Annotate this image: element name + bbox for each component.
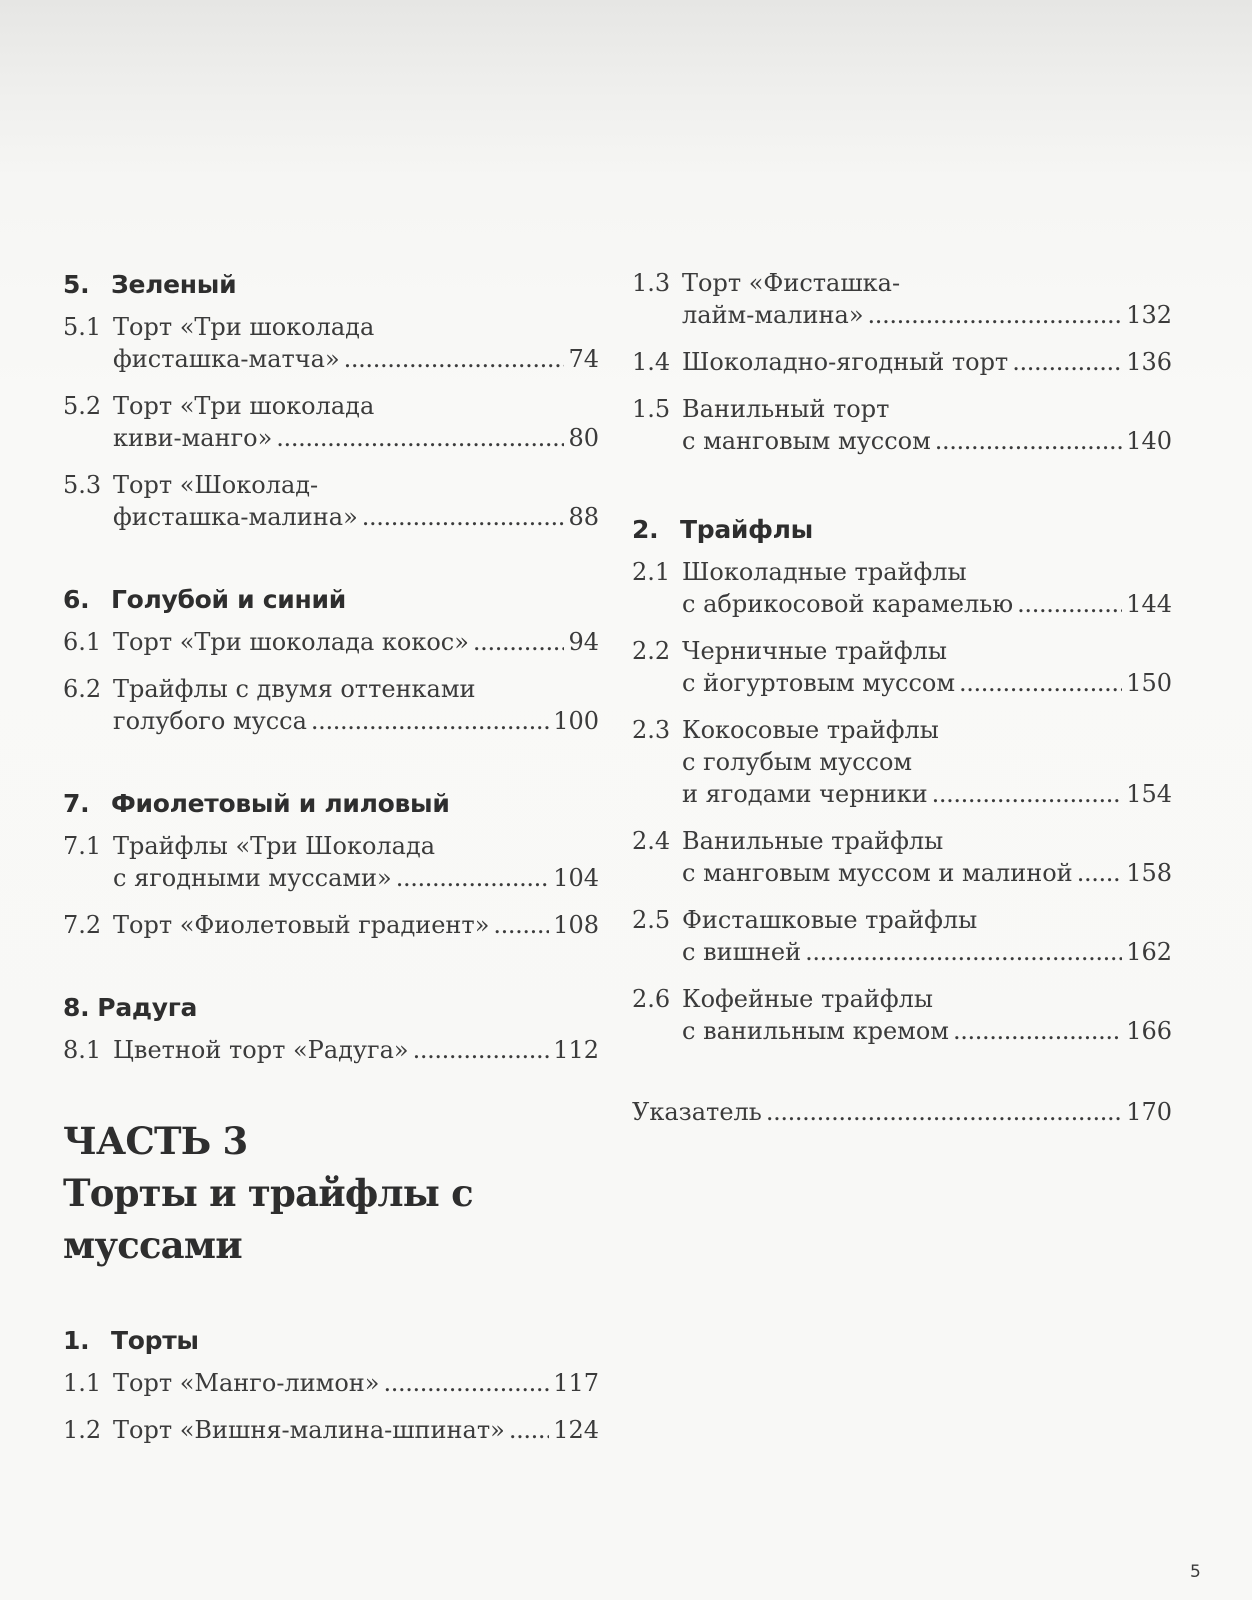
toc-entry[interactable]: [632, 983, 1172, 1047]
entry-text: [113, 626, 599, 658]
entry-text: [682, 635, 1172, 699]
entry-line: Ванильные трайфлы: [682, 827, 944, 855]
section-heading[interactable]: [63, 1323, 599, 1359]
entry-text: [682, 904, 1172, 968]
section-number: 6.: [63, 585, 90, 614]
entry-title-end: с вишней: [682, 938, 802, 966]
entry-page: 88: [568, 503, 599, 531]
entry-line: Шоколадные трайфлы: [682, 558, 967, 586]
section-heading[interactable]: [63, 990, 599, 1026]
part-sections: [63, 1323, 599, 1446]
entry-number: 1.2: [63, 1416, 102, 1444]
entry-title-end: и ягодами черники: [682, 780, 928, 808]
section-number: 7.: [63, 789, 90, 818]
entry-title-end: с ягодными муссами»: [113, 864, 392, 892]
entry-page: 162: [1126, 938, 1172, 966]
entry-last-line: [113, 862, 599, 894]
entry-line: Черничные трайфлы: [682, 637, 947, 665]
entry-last-line: [113, 343, 599, 375]
entry-number: 8.1: [63, 1036, 102, 1064]
page-number: 5: [1190, 1562, 1201, 1582]
entry-last-line: [113, 1034, 599, 1066]
entry-title-end: с йогуртовым муссом: [682, 669, 955, 697]
entry-number: 1.1: [63, 1369, 102, 1397]
dot-leader: [805, 936, 1122, 968]
entry-title-end: Торт «Фиолетовый градиент»: [113, 911, 490, 939]
entry-last-line: [682, 425, 1172, 457]
entry-title-end: Шоколадно-ягодный торт: [682, 348, 1009, 376]
entry-text: [113, 1414, 599, 1446]
entry-page: 112: [553, 1036, 599, 1064]
entry-page: 140: [1126, 427, 1172, 455]
entry-number: 1.3: [632, 269, 671, 297]
toc-right-column: [632, 267, 1172, 1128]
part-subtitle: Торты и трайфлы с муссами: [63, 1171, 473, 1267]
entry-number: 7.2: [63, 911, 102, 939]
entry-last-line: [113, 1367, 599, 1399]
section-heading[interactable]: [63, 786, 599, 822]
entry-title-end: голубого мусса: [113, 707, 307, 735]
entry-title-end: фисташка-матча»: [113, 345, 340, 373]
entry-text: [113, 311, 599, 375]
entry-last-line: [682, 299, 1172, 331]
continued-cakes-section: [632, 267, 1172, 457]
entry-number: 6.2: [63, 675, 102, 703]
entry-number: 1.5: [632, 395, 671, 423]
toc-left-column: [63, 267, 599, 1495]
dot-leader: [396, 862, 549, 894]
dot-leader: [344, 343, 565, 375]
entry-last-line: [113, 1414, 599, 1446]
dot-leader: [473, 626, 565, 658]
entry-last-line: [682, 667, 1172, 699]
entry-page: 136: [1126, 348, 1172, 376]
entry-last-line: [682, 588, 1172, 620]
dot-leader: [383, 1367, 549, 1399]
entry-text: [113, 1034, 599, 1066]
entry-number: 5.3: [63, 471, 102, 499]
dot-leader: [311, 705, 549, 737]
entry-text: [682, 714, 1172, 810]
entry-text: [113, 1367, 599, 1399]
toc-section: [63, 786, 599, 941]
section-heading[interactable]: [63, 267, 599, 303]
toc-section: [63, 1323, 599, 1446]
dot-leader: [413, 1034, 550, 1066]
entry-page: 132: [1126, 301, 1172, 329]
entry-line: Фисташковые трайфлы: [682, 906, 978, 934]
section-title: Торты: [111, 1326, 199, 1355]
entry-page: 94: [568, 628, 599, 656]
toc-entry[interactable]: [632, 635, 1172, 699]
entry-page: 104: [553, 864, 599, 892]
entry-title-end: с ванильным кремом: [682, 1017, 949, 1045]
entry-line: с голубым муссом: [682, 748, 913, 776]
entry-text: [113, 469, 599, 533]
dot-leader: [276, 422, 564, 454]
entry-number: 2.2: [632, 637, 671, 665]
dot-leader: [766, 1096, 1122, 1128]
entry-line: Ванильный торт: [682, 395, 890, 423]
entry-title-end: с абрикосовой карамелью: [682, 590, 1014, 618]
dot-leader: [1017, 588, 1122, 620]
toc-entry[interactable]: [63, 673, 599, 737]
index-label: Указатель: [632, 1098, 762, 1126]
entry-text: [113, 390, 599, 454]
entry-title-end: Цветной торт «Радуга»: [113, 1036, 409, 1064]
toc-entry[interactable]: [632, 825, 1172, 889]
entry-last-line: [113, 422, 599, 454]
section-number: 5.: [63, 270, 90, 299]
entry-line: Торт «Три шоколада: [113, 313, 375, 341]
index-entry[interactable]: [632, 1096, 1172, 1128]
entry-last-line: [682, 857, 1172, 889]
dot-leader: [493, 909, 549, 941]
toc-entry[interactable]: [63, 626, 599, 658]
entry-page: 166: [1126, 1017, 1172, 1045]
entry-text: [113, 673, 599, 737]
section-number: 2.: [632, 515, 659, 544]
toc-section: [632, 512, 1172, 1047]
entry-number: 2.1: [632, 558, 671, 586]
entry-text: [682, 393, 1172, 457]
entry-line: Трайфлы с двумя оттенками: [113, 675, 476, 703]
entry-title-end: фисташка-малина»: [113, 503, 358, 531]
entry-title-end: лайм-малина»: [682, 301, 864, 329]
entry-number: 2.6: [632, 985, 671, 1013]
index-page: 170: [1126, 1098, 1172, 1126]
toc-entry[interactable]: [63, 469, 599, 533]
entry-number: 2.3: [632, 716, 671, 744]
toc-section: [63, 267, 599, 533]
entry-text: [682, 983, 1172, 1047]
toc-entry[interactable]: [63, 830, 599, 894]
entry-last-line: [682, 346, 1172, 378]
section-heading[interactable]: [63, 582, 599, 618]
dot-leader: [1077, 857, 1123, 889]
entry-title-end: Торт «Вишня-малина-шпинат»: [113, 1416, 505, 1444]
section-title: Радуга: [97, 993, 198, 1022]
entry-number: 2.4: [632, 827, 671, 855]
entry-title-end: киви-манго»: [113, 424, 273, 452]
entry-line: Торт «Шоколад-: [113, 471, 319, 499]
toc-entry[interactable]: [632, 556, 1172, 620]
entry-title-end: Торт «Три шоколада кокос»: [113, 628, 469, 656]
entry-page: 100: [553, 707, 599, 735]
section-title: Фиолетовый и лиловый: [111, 789, 450, 818]
section-number: 1.: [63, 1326, 90, 1355]
entry-number: 2.5: [632, 906, 671, 934]
entry-number: 5.2: [63, 392, 102, 420]
entry-page: 158: [1126, 859, 1172, 887]
dot-leader: [362, 501, 565, 533]
toc-entry[interactable]: [632, 393, 1172, 457]
toc-entry[interactable]: [632, 346, 1172, 378]
dot-leader: [509, 1414, 549, 1446]
toc-entry[interactable]: [63, 390, 599, 454]
entry-line: Кофейные трайфлы: [682, 985, 934, 1013]
entry-page: 108: [553, 911, 599, 939]
section-title: Трайфлы: [680, 515, 813, 544]
entry-last-line: [113, 501, 599, 533]
entry-title-end: с манговым муссом и малиной: [682, 859, 1073, 887]
toc-entry[interactable]: [632, 714, 1172, 810]
entry-page: 150: [1126, 669, 1172, 697]
entry-text: [682, 346, 1172, 378]
entry-title-end: Торт «Манго-лимон»: [113, 1369, 380, 1397]
dot-leader: [953, 1015, 1122, 1047]
toc-entry[interactable]: [632, 904, 1172, 968]
toc-entry[interactable]: [63, 1414, 599, 1446]
entry-last-line: [682, 778, 1172, 810]
entry-line: Торт «Три шоколада: [113, 392, 375, 420]
entry-last-line: [113, 909, 599, 941]
toc-entry[interactable]: [63, 311, 599, 375]
entry-text: [682, 825, 1172, 889]
entry-number: 6.1: [63, 628, 102, 656]
entry-page: 74: [568, 345, 599, 373]
entry-text: [682, 267, 1172, 331]
entry-title-end: с манговым муссом: [682, 427, 931, 455]
entry-number: 1.4: [632, 348, 671, 376]
entry-text: [113, 830, 599, 894]
toc-entry[interactable]: [63, 909, 599, 941]
entry-page: 124: [553, 1416, 599, 1444]
dot-leader: [1012, 346, 1122, 378]
part-title: ЧАСТЬ 3: [63, 1119, 248, 1163]
entry-page: 144: [1126, 590, 1172, 618]
section-title: Зеленый: [111, 270, 237, 299]
dot-leader: [959, 667, 1122, 699]
toc-section: [63, 990, 599, 1066]
entry-line: Кокосовые трайфлы: [682, 716, 939, 744]
entry-last-line: [682, 1015, 1172, 1047]
entry-line: Трайфлы «Три Шоколада: [113, 832, 436, 860]
part-heading: [63, 1115, 599, 1271]
entry-last-line: [113, 626, 599, 658]
right-sections: [632, 512, 1172, 1047]
section-title: Голубой и синий: [111, 585, 346, 614]
dot-leader: [932, 778, 1123, 810]
toc-entry[interactable]: [63, 1367, 599, 1399]
entry-text: [682, 556, 1172, 620]
dot-leader: [868, 299, 1123, 331]
entry-text: [113, 909, 599, 941]
entry-last-line: [113, 705, 599, 737]
entry-page: 117: [553, 1369, 599, 1397]
section-number: 8.: [63, 993, 90, 1022]
section-heading[interactable]: [632, 512, 1172, 548]
toc-section: [63, 582, 599, 737]
entry-line: Торт «Фисташка-: [682, 269, 901, 297]
left-sections: [63, 267, 599, 1066]
toc-entry[interactable]: [63, 1034, 599, 1066]
entry-number: 5.1: [63, 313, 102, 341]
dot-leader: [935, 425, 1122, 457]
entry-page: 80: [568, 424, 599, 452]
entry-number: 7.1: [63, 832, 102, 860]
entry-page: 154: [1126, 780, 1172, 808]
entry-last-line: [682, 936, 1172, 968]
toc-entry[interactable]: [632, 267, 1172, 331]
